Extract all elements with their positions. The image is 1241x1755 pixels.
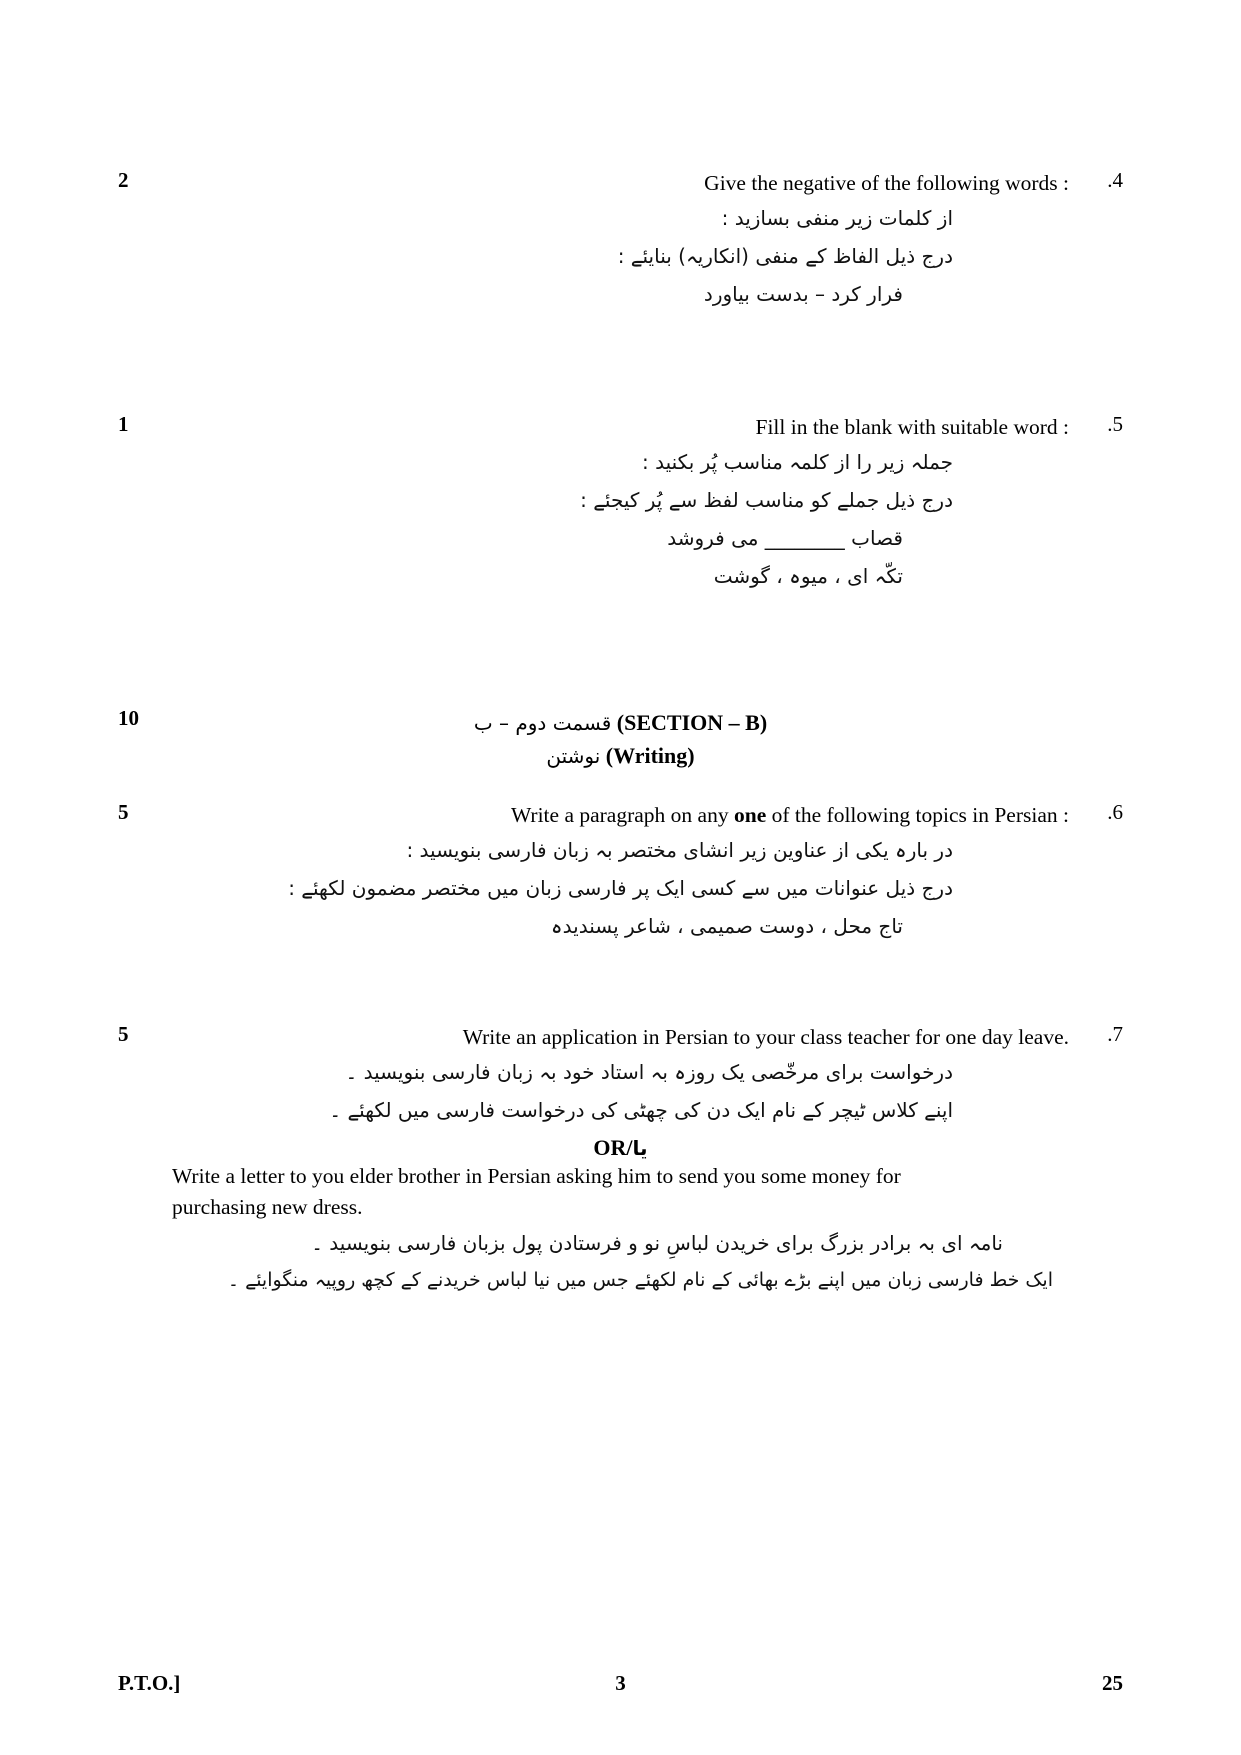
question-7-marks: 5	[118, 1022, 129, 1046]
question-4-english: Give the negative of the following words :	[704, 171, 1069, 195]
section-b-marks: 10	[118, 706, 139, 730]
section-b-subtitle-urdu: نوشتن	[546, 744, 601, 768]
question-7-block	[118, 1022, 1123, 1298]
footer-paper-code: 25	[1102, 1671, 1123, 1695]
question-4-persian: از کلمات زیر منفی بسازید :	[721, 206, 953, 231]
section-b-title-urdu: قسمت دوم – ب	[473, 711, 612, 735]
question-6-topics: تاج محل ، دوست صمیمی ، شاعر پسندیدہ	[550, 914, 903, 939]
question-6-urdu: درج ذیل عنوانات میں سے کسی ایک پر فارسی زبان میں مختصر مضمون لکھئے :	[288, 876, 953, 901]
question-7-number: .7	[1107, 1022, 1123, 1046]
question-5-english: Fill in the blank with suitable word :	[755, 415, 1069, 439]
question-6-english-post: of the following topics in Persian :	[766, 803, 1069, 827]
question-4-urdu: درج ذیل الفاظ کے منفی (انکاریہ) بنایئے :	[617, 244, 953, 269]
question-4-items: فرار کرد – بدست بیاورد	[703, 282, 903, 307]
question-5-options: تکّہ ای ، میوہ ، گوشت	[713, 564, 903, 589]
question-6-english	[118, 800, 1123, 831]
question-7-persian: درخواست برای مرخّصی یک روزہ بہ استاد خود بہ زبان فارسی بنویسید ۔	[345, 1060, 953, 1085]
or-label-ur: یا	[632, 1136, 648, 1161]
question-6-marks: 5	[118, 800, 129, 824]
question-7-urdu: اپنے کلاس ٹیچر کے نام ایک دن کی چھٹی کی درخواست فارسی میں لکھئے ۔	[329, 1098, 953, 1123]
section-b-subtitle-line	[118, 739, 1123, 772]
question-7-english: Write an application in Persian to your class teacher for one day leave.	[462, 1025, 1069, 1049]
question-6-number: .6	[1107, 800, 1123, 824]
question-6-english-bold: one	[733, 803, 767, 827]
or-label-en: OR/	[593, 1135, 633, 1161]
question-7-alt-english-line2: purchasing new dress.	[172, 1195, 363, 1220]
question-5-number: .5	[1107, 412, 1123, 436]
question-4-marks: 2	[118, 168, 129, 192]
question-5-persian: جملہ زیر را از کلمہ مناسب پُر بکنید :	[642, 450, 953, 475]
question-4-number: .4	[1107, 168, 1123, 192]
question-5-urdu: درج ذیل جملے کو مناسب لفظ سے پُر کیجئے :	[580, 488, 953, 513]
question-4-block	[118, 168, 1123, 313]
question-6-english-pre: Write a paragraph on any	[510, 803, 734, 827]
page-footer	[118, 1671, 1123, 1697]
section-b-subtitle-en: (Writing)	[605, 743, 695, 768]
question-7-alt-english-line1: Write a letter to you elder brother in Persian asking him to send you some money for	[172, 1164, 901, 1189]
page-content	[118, 0, 1123, 1755]
question-5-blank-line: قصاب ________ می فروشد	[667, 526, 903, 551]
question-7-alt-urdu: ایک خط فارسی زبان میں اپنے بڑے بھائی کے نام لکھئے جس میں نیا لباس خریدنے کے کچھ روپیہ منگوایئے ۔	[227, 1268, 1053, 1291]
question-6-block	[118, 800, 1123, 945]
section-b-title-line	[118, 706, 1123, 739]
question-6-persian: در بارہ یکی از عناوین زیر انشای مختصر بہ زبان فارسی بنویسید :	[406, 838, 953, 863]
section-b-title-en: (SECTION – B)	[616, 710, 768, 735]
section-b-heading	[118, 706, 1123, 772]
footer-page-number: 3	[615, 1671, 626, 1695]
question-5-block	[118, 412, 1123, 595]
question-7-alt-persian: نامہ ای بہ برادر بزرگ برای خریدن لباسِ نو و فرستادن پول بزبان فارسی بنویسید ۔	[311, 1230, 1003, 1255]
footer-pto: P.T.O.]	[118, 1671, 181, 1695]
question-7-or-separator	[118, 1135, 1123, 1161]
question-5-marks: 1	[118, 412, 129, 436]
